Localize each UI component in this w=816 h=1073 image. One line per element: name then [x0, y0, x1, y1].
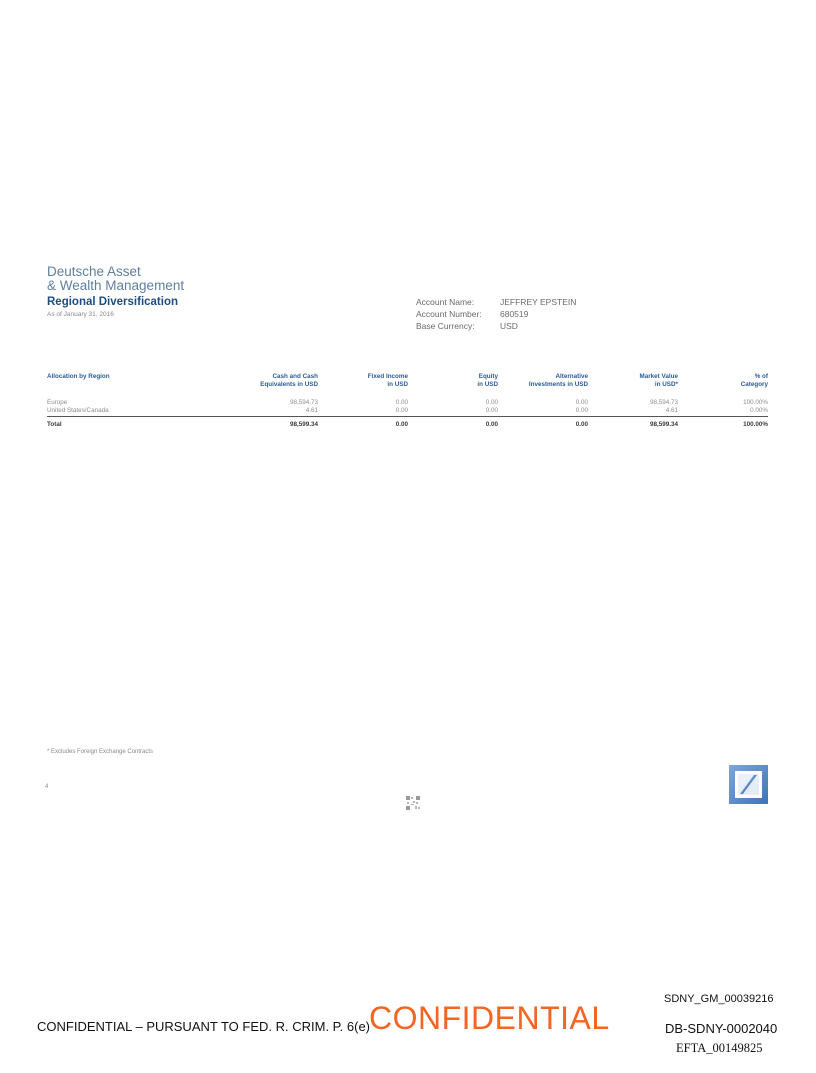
row-fixed-income: 0.00 — [395, 399, 408, 406]
total-label: Total — [47, 421, 62, 428]
total-percent: 100.00% — [743, 421, 768, 428]
col-header-region: Allocation by Region — [47, 373, 110, 380]
footnote: * Excludes Foreign Exchange Contracts — [47, 749, 154, 755]
row-alternative: 0.00 — [575, 407, 588, 414]
row-region: Europe — [47, 399, 68, 406]
page-title: Regional Diversification — [47, 296, 179, 308]
col-header-alternative: Alternative Investments in USD — [528, 373, 588, 388]
sdny-gm-stamp: SDNY_GM_00039216 — [664, 993, 774, 1005]
row-equity: 0.00 — [485, 399, 498, 406]
col-header-cash: Cash and Cash Equivalents in USD — [260, 373, 318, 388]
deutsche-bank-logo-icon — [729, 765, 768, 804]
total-cash: 98,599.34 — [289, 421, 318, 428]
base-currency-value: USD — [500, 321, 518, 331]
page-number: 4 — [45, 784, 49, 790]
row-cash: 4.61 — [305, 407, 318, 414]
total-equity: 0.00 — [485, 421, 498, 428]
account-name-value: JEFFREY EPSTEIN — [500, 297, 577, 307]
row-percent: 0.00% — [750, 407, 768, 414]
col-header-market-value: Market Value in USD* — [639, 373, 678, 388]
confidential-notice: CONFIDENTIAL – PURSUANT TO FED. R. CRIM. P. 6(e) — [37, 1019, 371, 1034]
total-market-value: 98,599.34 — [649, 421, 678, 428]
row-cash: 98,594.73 — [289, 399, 318, 406]
db-sdny-stamp: DB-SDNY-0002040 — [665, 1021, 778, 1036]
row-alternative: 0.00 — [575, 399, 588, 406]
total-fixed-income: 0.00 — [395, 421, 408, 428]
as-of-date: As of January 31, 2016 — [47, 311, 114, 318]
row-market-value: 98,594.73 — [649, 399, 678, 406]
col-header-equity: Equity in USD — [477, 373, 498, 388]
account-number-label: Account Number: — [416, 309, 482, 319]
base-currency-label: Base Currency: — [416, 321, 475, 331]
row-percent: 100.00% — [743, 399, 768, 406]
row-region: United States/Canada — [47, 407, 109, 414]
total-alternative: 0.00 — [575, 421, 588, 428]
confidential-stamp: CONFIDENTIAL — [369, 1000, 610, 1036]
brand-name-line1: Deutsche Asset — [47, 264, 141, 279]
col-header-percent: % of Category — [740, 373, 768, 388]
qr-code-icon — [406, 796, 420, 810]
account-name-label: Account Name: — [416, 297, 475, 307]
row-equity: 0.00 — [485, 407, 498, 414]
efta-stamp: EFTA_00149825 — [676, 1041, 763, 1055]
total-divider — [47, 416, 768, 417]
account-number-value: 680519 — [500, 309, 529, 319]
row-fixed-income: 0.00 — [395, 407, 408, 414]
row-market-value: 4.61 — [665, 407, 678, 414]
brand-name-line2: & Wealth Management — [47, 278, 185, 293]
col-header-fixed-income: Fixed Income in USD — [367, 373, 408, 388]
